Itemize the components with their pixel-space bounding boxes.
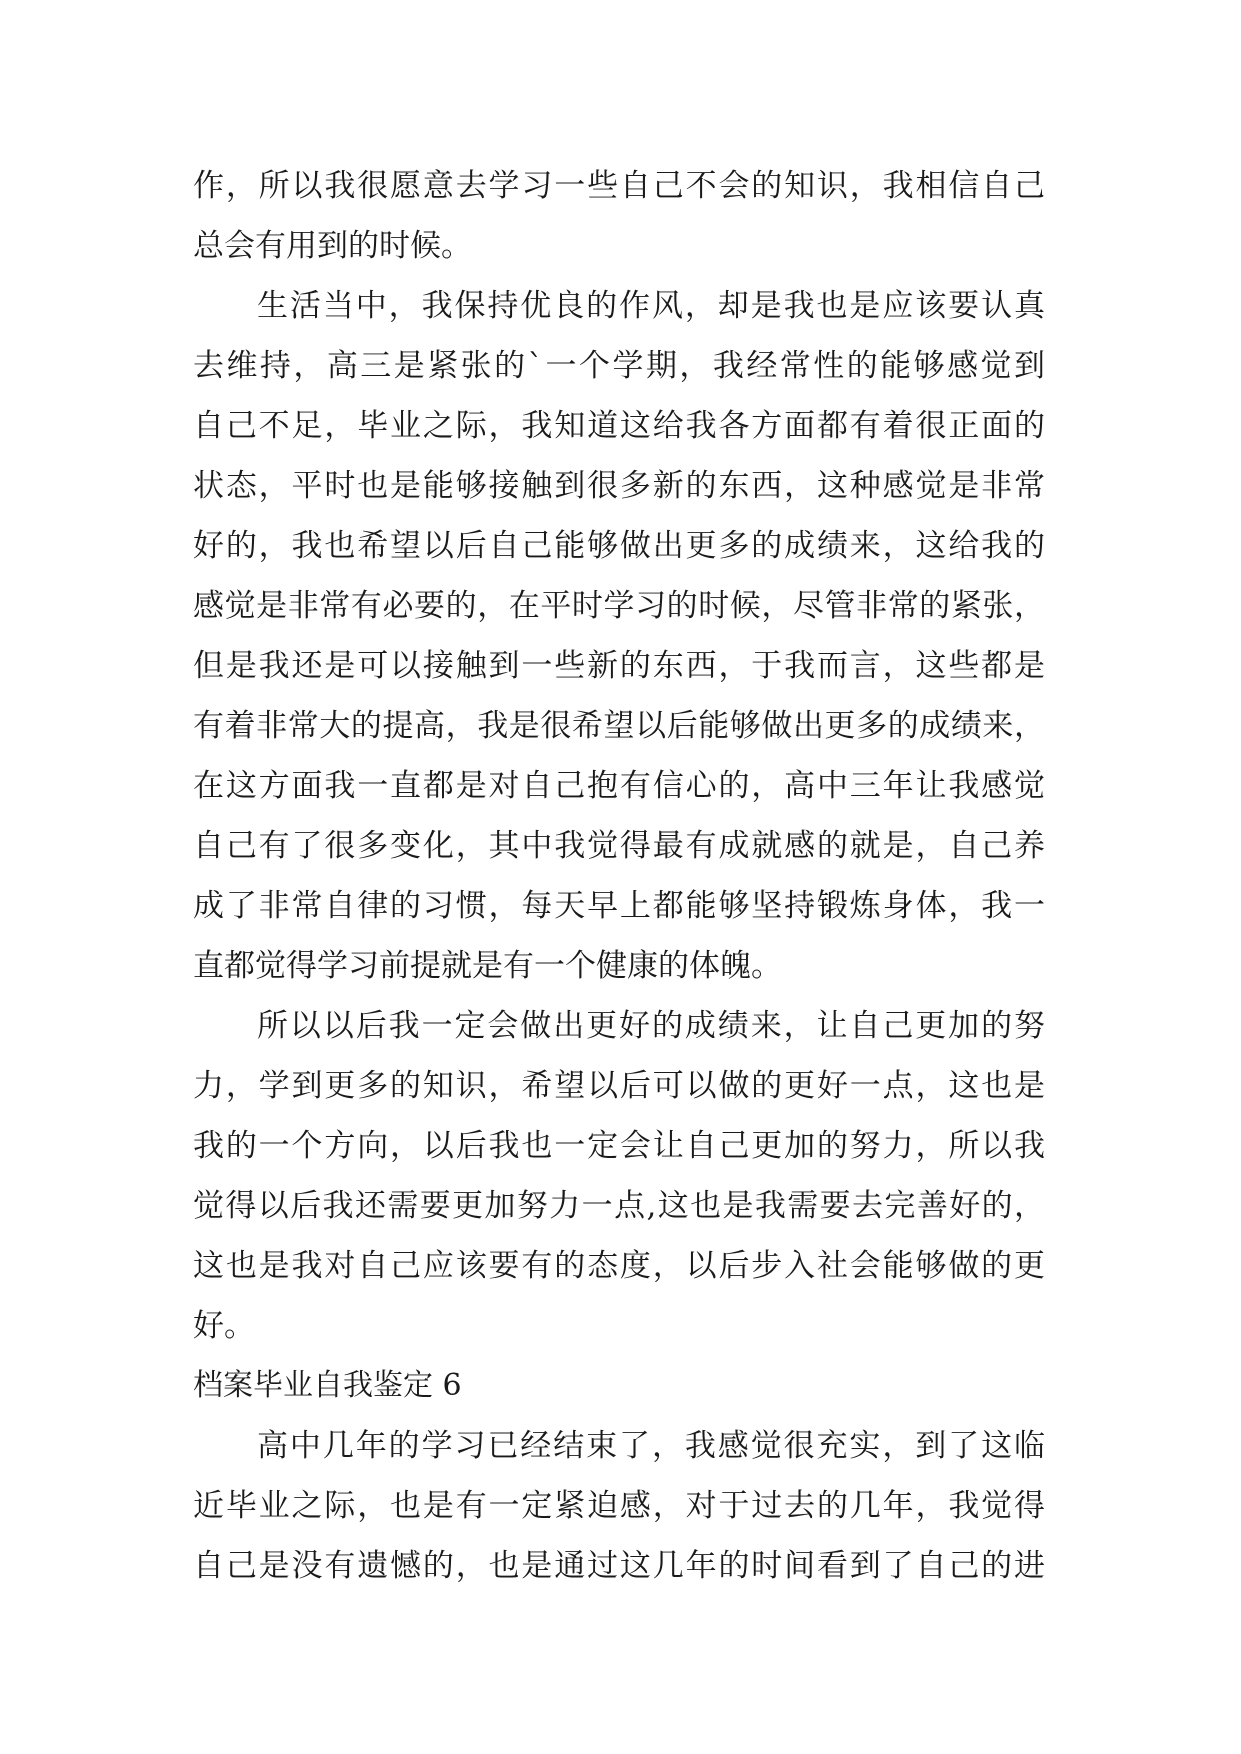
paragraph-4-line-1: 高中几年的学习已经结束了，我感觉很充实，到了这临 [257,1428,1045,1464]
paragraph-2-line-8: 有着非常大的提高，我是很希望以后能够做出更多的成绩来， [193,708,1045,744]
paragraph-2-line-9: 在这方面我一直都是对自己抱有信心的，高中三年让我感觉 [193,768,1045,804]
paragraph-1-line-2: 总会有用到的时候。 [193,228,472,264]
paragraph-3-line-4: 觉得以后我还需要更加努力一点,这也是我需要去完善好的， [193,1188,1045,1224]
paragraph-2-line-1: 生活当中，我保持优良的作风，却是我也是应该要认真 [257,288,1045,324]
paragraph-3-line-3: 我的一个方向，以后我也一定会让自己更加的努力，所以我 [193,1128,1045,1164]
paragraph-2-line-6: 感觉是非常有必要的，在平时学习的时候，尽管非常的紧张， [193,588,1045,624]
paragraph-3-line-6: 好。 [193,1308,255,1344]
paragraph-2-line-7: 但是我还是可以接触到一些新的东西，于我而言，这些都是 [193,648,1045,684]
paragraph-2-line-4: 状态，平时也是能够接触到很多新的东西，这种感觉是非常 [193,468,1045,504]
paragraph-2-line-3: 自己不足，毕业之际，我知道这给我各方面都有着很正面的 [193,408,1045,444]
paragraph-4-line-2: 近毕业之际，也是有一定紧迫感，对于过去的几年，我觉得 [193,1488,1045,1524]
paragraph-3-line-5: 这也是我对自己应该要有的态度，以后步入社会能够做的更 [193,1248,1045,1284]
paragraph-1-line-1: 作，所以我很愿意去学习一些自己不会的知识，我相信自己 [193,168,1045,204]
paragraph-2-line-5: 好的，我也希望以后自己能够做出更多的成绩来，这给我的 [193,528,1045,564]
paragraph-2-line-10: 自己有了很多变化，其中我觉得最有成就感的就是，自己养 [193,828,1045,864]
paragraph-3-line-2: 力，学到更多的知识，希望以后可以做的更好一点，这也是 [193,1068,1045,1104]
section-heading: 档案毕业自我鉴定 6 [193,1368,462,1403]
paragraph-4-line-3: 自己是没有遗憾的，也是通过这几年的时间看到了自己的进 [193,1548,1045,1584]
paragraph-2-line-2: 去维持，高三是紧张的`一个学期，我经常性的能够感觉到 [193,348,1045,384]
paragraph-2-line-12: 直都觉得学习前提就是有一个健康的体魄。 [193,948,782,984]
paragraph-2-line-11: 成了非常自律的习惯，每天早上都能够坚持锻炼身体，我一 [193,888,1045,924]
paragraph-3-line-1: 所以以后我一定会做出更好的成绩来，让自己更加的努 [257,1008,1045,1044]
